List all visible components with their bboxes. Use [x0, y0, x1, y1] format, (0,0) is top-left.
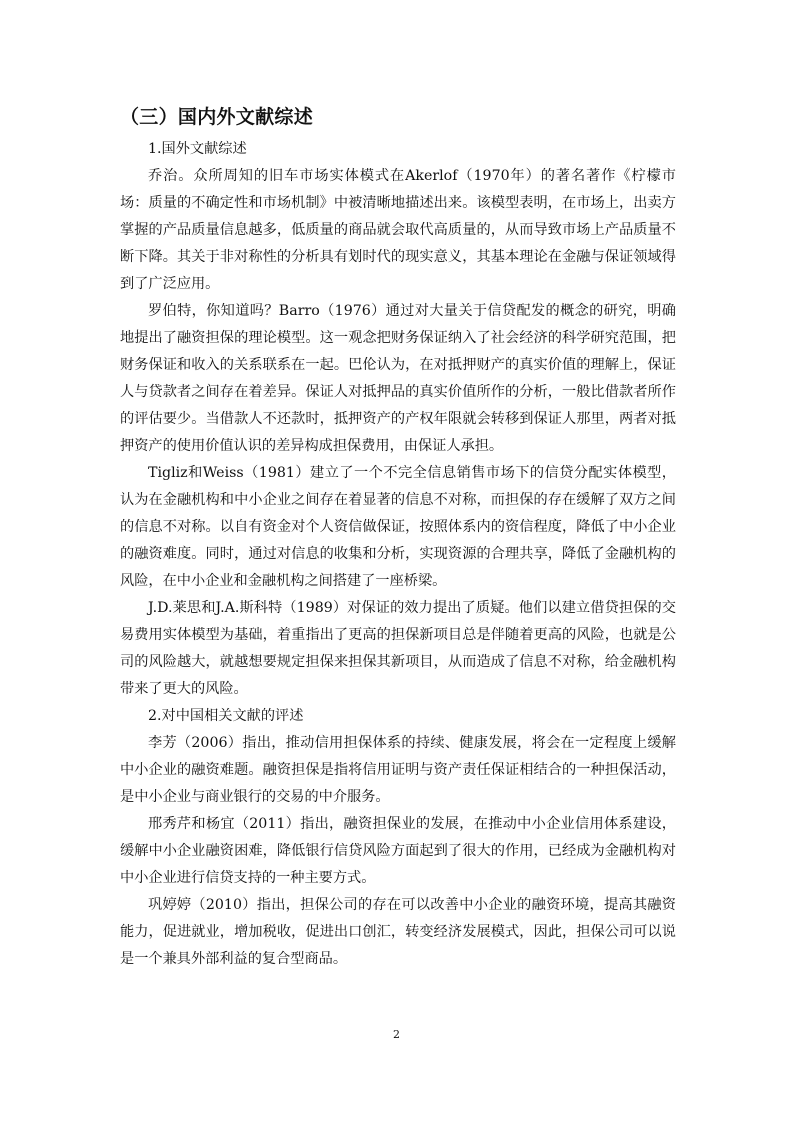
- document-body: [120, 136, 676, 973]
- paragraph-lace-scott: J.D.莱思和J.A.斯科特（1989）对保证的效力提出了质疑。他们以建立借贷担保的交易费用实体模型为基础，着重指出了更高的担保新项目总是伴随着更高的风险，也就是公司的风险越大，就越想要规定担保来担保其新项目，从而造成了信息不对称，给金融机构带来了更大的风险。: [120, 600, 676, 697]
- paragraph-li-fang: 李芳（2006）指出，推动信用担保体系的持续、健康发展，将会在一定程度上缓解中小企业的融资难题。融资担保是指将信用证明与资产责任保证相结合的一种担保活动，是中小企业与商业银行的交易的中介服务。: [120, 735, 676, 805]
- paragraph-barro: 罗伯特，你知道吗？Barro（1976）通过对大量关于信贷配发的概念的研究，明确地提出了融资担保的理论模型。这一观念把财务保证纳入了社会经济的科学研究范围，把财务保证和收入的关系联系在一起。巴伦认为，在对抵押财产的真实价值的理解上，保证人与贷款者之间存在着差异。保证人对抵押品的真实价值所作的分析，一般比借款者所作的评估要少。当借款人不还款时，抵押资产的产权年限就会转移到保证人那里，两者对抵押资产的使用价值认识的差异构成担保费用，由保证人承担。: [120, 303, 676, 454]
- paragraph-xing-yang: 邢秀芹和杨宜（2011）指出，融资担保业的发展，在推动中小企业信用体系建设，缓解中小企业融资困难，降低银行信贷风险方面起到了很大的作用，已经成为金融机构对中小企业进行信贷支持的一种主要方式。: [120, 816, 676, 886]
- paragraph-akerlof: 乔治。众所周知的旧车市场实体模式在Akerlof（1970年）的著名著作《柠檬市场：质量的不确定性和市场机制》中被清晰地描述出来。该模型表明，在市场上，出卖方掌握的产品质量信息越多，低质量的商品就会取代高质量的，从而导致市场上产品质量不断下降。其关于非对称性的分析具有划时代的现实意义，其基本理论在金融与保证领域得到了广泛应用。: [120, 168, 676, 292]
- paragraph-tigliz-weiss: Tigliz和Weiss（1981）建立了一个不完全信息销售市场下的信贷分配实体模型，认为在金融机构和中小企业之间存在着显著的信息不对称，而担保的存在缓解了双方之间的信息不对称。以自有资金对个人资信做保证，按照体系内的资信程度，降低了中小企业的融资难度。同时，通过对信息的收集和分析，实现资源的合理共享，降低了金融机构的风险，在中小企业和金融机构之间搭建了一座桥梁。: [120, 465, 676, 589]
- section-heading: （三）国内外文献综述: [120, 106, 314, 128]
- paragraph-gong-tingting: 巩婷婷（2010）指出，担保公司的存在可以改善中小企业的融资环境，提高其融资能力，促进就业，增加税收，促进出口创汇，转变经济发展模式，因此，担保公司可以说是一个兼具外部利益的复合型商品。: [120, 897, 676, 967]
- subsection-heading-domestic: 2.对中国相关文献的评述: [148, 708, 304, 724]
- subsection-heading-foreign: 1.国外文献综述: [148, 141, 247, 157]
- page-number: 2: [393, 1028, 400, 1041]
